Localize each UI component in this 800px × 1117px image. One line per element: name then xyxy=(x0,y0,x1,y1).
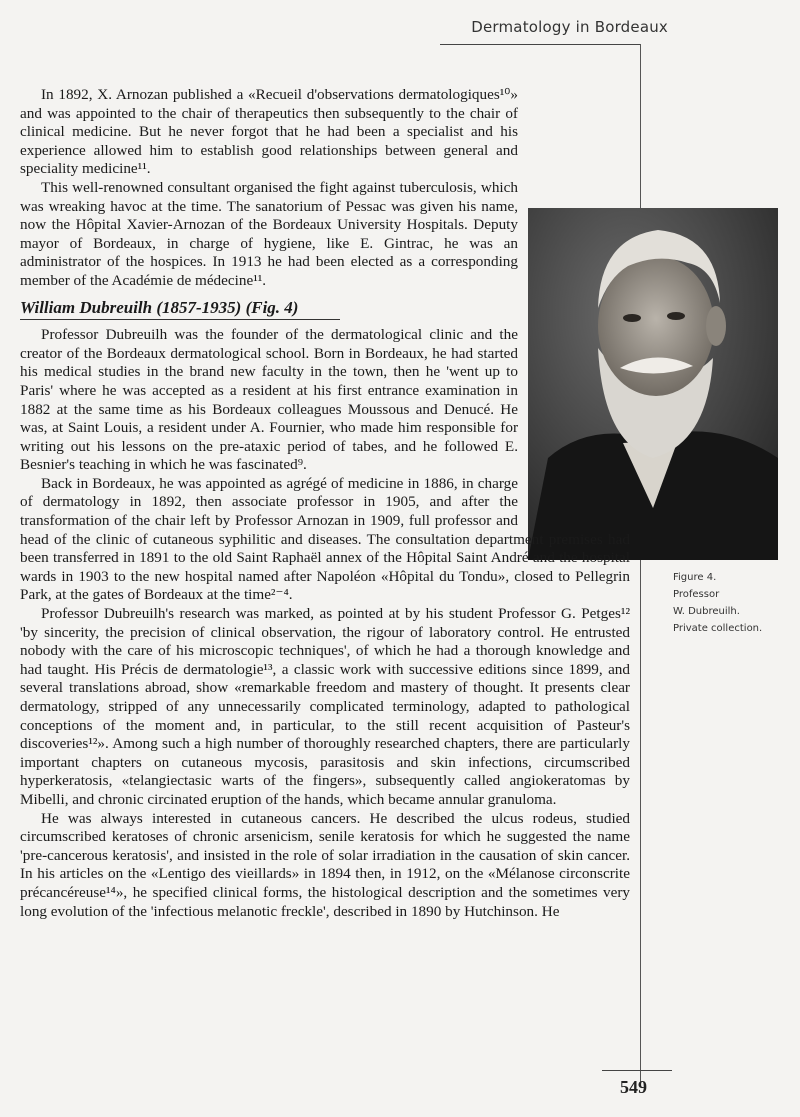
running-header: Dermatology in Bordeaux xyxy=(471,18,668,36)
paragraph: This well-renowned consultant organised the fight against tuberculosis, which was wreaking havoc at the time. The sanatorium of Pessac was given his name, now the Hôpital Xavier-Arnozan of the Bordeaux University Hospitals. Deputy mayor of Bordeaux, in charge of hygiene, like E. Gintrac, he was an administrator of the hospices. In 1913 he had been elected as a corresponding member of the Académie de médecine¹¹. xyxy=(20,178,518,289)
paragraph: He was always interested in cutaneous cancers. He described the ulcus rodeus, studied circumscribed keratoses of chronic arsenicism, senile keratosis for which he suggested the name 'pre-cancerous keratosis', and insisted in the role of solar irradiation in the causation of skin cancer. In his articles on the «Lentigo des vieillards» in 1894 then, in 1912, on the «Mélanose circonscrite précancéreuse¹⁴», he specified clinical forms, the histological description and the sometimes very long evolution of the 'infectious melanotic freckle', described in 1890 by Hutchinson. He xyxy=(20,809,630,920)
figure-caption xyxy=(673,569,783,637)
page-number: 549 xyxy=(620,1077,647,1097)
caption-line: Professor xyxy=(673,589,720,600)
margin-vertical-rule xyxy=(640,44,641,1084)
paragraph: In 1892, X. Arnozan published a «Recueil d'observations dermatologiques¹⁰» and was appointed to the chair of therapeutics then subsequently to the chair of clinical medicine. But he never forgot that he had been a specialist and his experience allowed him to establish good relationships between general and speciality medicine¹¹. xyxy=(20,86,518,178)
header-rule xyxy=(440,44,640,45)
caption-line: W. Dubreuilh. xyxy=(673,606,740,617)
section-title: William Dubreuilh (1857-1935) (Fig. 4) xyxy=(20,299,340,321)
footer-rule xyxy=(602,1070,672,1071)
paragraph: Back in Bordeaux, he was appointed as agrégé of medicine in 1886, in charge of dermatology in 1892, then associate professor in 1905, and after the transformation of the chair left by Professor Arnozan in 1909, full professor and head of the clinic of cutaneous syphilitic and diseases. The consultation department premises had been transferred in 1891 to the old Saint Raphaël annex of the Hôpital Saint André and the hospital wards in 1903 to the new hospital named after Napoléon «Hôpital du Tondu», closed to Pellegrin Park, at the gates of Bordeaux at the time²⁻⁴. xyxy=(20,474,630,604)
paragraph: Professor Dubreuilh's research was marked, as pointed at by his student Professor G. Petges¹² 'by sincerity, the precision of clinical observation, the rigour of laboratory control. He entrusted nobody with the care of his microscopic techniques', of which he had a thorough knowledge and had taught. His Précis de dermatologie¹³, a classic work with successive editions since 1899, and several translations abroad, show «remarkable freedom and mastery of thought. It presents clear dermatology, stripped of any unnecessarily complicated terminology, adapted to pathological conceptions of the moment and, in particular, to the still recent acquisition of Pasteur's discoveries¹²». Among such a high number of thoroughly researched chapters, there are particularly important chapters on cutaneous mycosis, parasitosis and skin infections, circumscribed hyperkeratosis, «telangiectasic warts of the fingers», subsequently called angiokeratomas by Mibelli, and chronic circinated eruption of the hands, which became annular granuloma. xyxy=(20,605,630,808)
caption-line: Figure 4. xyxy=(673,572,717,583)
caption-line: Private collection. xyxy=(673,623,763,634)
figure-text-wrap xyxy=(518,208,630,518)
body-text xyxy=(20,86,630,921)
paragraph: Professor Dubreuilh was the founder of the dermatological clinic and the creator of the Bordeaux dermatological school. Born in Bordeaux, he had started his medical studies in the brand new faculty in the town, then he 'went up to Paris' where he was accepted as a resident at his first entrance examination in 1882 at the same time as his Bordeaux colleagues Moussous and Denucé. He was, at Saint Louis, a resident under A. Fournier, who made him responsible for writing out his lessons on the pre-ataxic period of tabes, and he followed E. Besnier's teaching in which he was fascinated⁹. xyxy=(20,326,518,474)
